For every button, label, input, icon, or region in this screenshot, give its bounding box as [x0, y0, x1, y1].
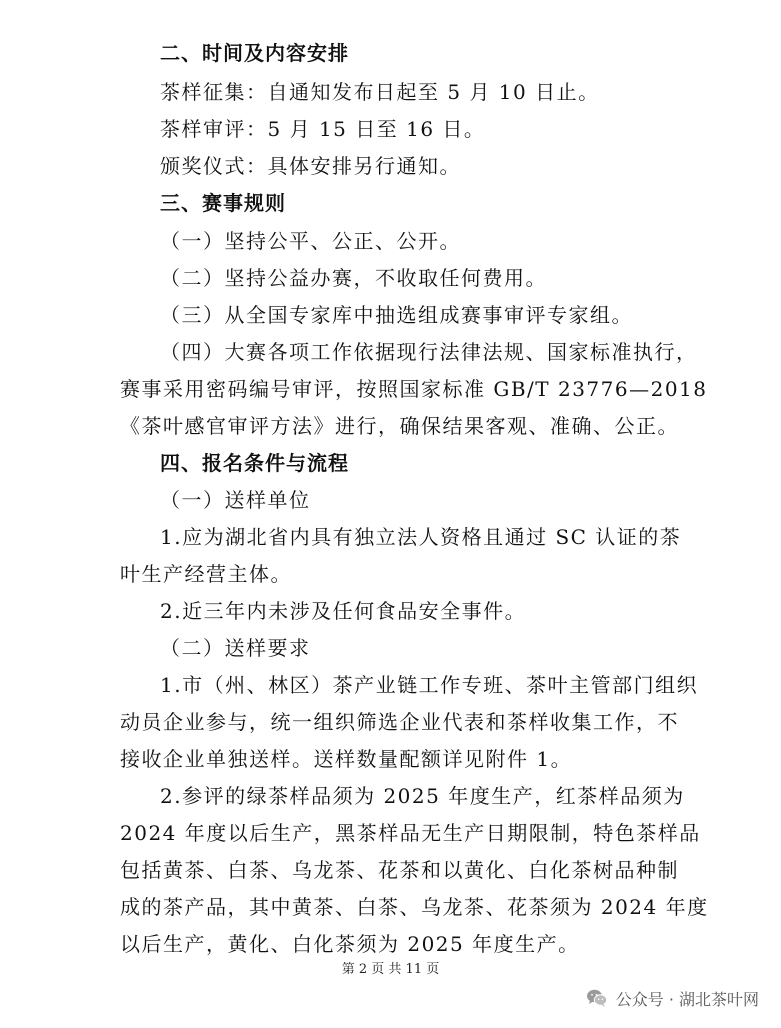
subheading-line: （一）送样单位 [160, 488, 311, 512]
paragraph-line: 赛事采用密码编号审评，按照国家标准 GB/T 23776—2018 [120, 377, 708, 401]
paragraph-line: （二）坚持公益办赛，不收取任何费用。 [160, 266, 547, 290]
paragraph-line: 接收企业单独送样。送样数量配额详见附件 1。 [120, 747, 573, 771]
watermark-text: 公众号 · 湖北茶叶网 [615, 989, 759, 1009]
paragraph-line: 《茶叶感官审评方法》进行，确保结果客观、准确、公正。 [120, 414, 679, 438]
paragraph-line: 茶样审评：5 月 15 日至 16 日。 [160, 117, 486, 141]
paragraph-line: 2.参评的绿茶样品须为 2025 年度生产，红茶样品须为 [160, 784, 685, 808]
paragraph-line: 成的茶产品，其中黄茶、白茶、乌龙茶、花茶须为 2024 年度 [120, 895, 709, 919]
paragraph-line: （一）坚持公平、公正、公开。 [160, 229, 461, 253]
paragraph-line: 叶生产经营主体。 [120, 562, 292, 586]
subheading-line: （二）送样要求 [160, 636, 311, 660]
paragraph-line: 2024 年度以后生产，黑茶样品无生产日期限制，特色茶样品 [120, 821, 701, 845]
paragraph-line: 以后生产，黄化、白化茶须为 2025 年度生产。 [120, 932, 580, 956]
section-heading-registration: 四、报名条件与流程 [160, 451, 349, 475]
wechat-icon [586, 988, 608, 1008]
paragraph-line: 颁奖仪式：具体安排另行通知。 [160, 154, 461, 178]
paragraph-line: （四）大赛各项工作依据现行法律法规、国家标准执行， [160, 340, 698, 364]
paragraph-line: 动员企业参与，统一组织筛选企业代表和茶样收集工作，不 [120, 710, 679, 734]
paragraph-line: 1.应为湖北省内具有独立法人资格且通过 SC 认证的茶 [160, 525, 682, 549]
paragraph-line: 2.近三年内未涉及任何食品安全事件。 [160, 599, 527, 623]
paragraph-line: 包括黄茶、白茶、乌龙茶、花茶和以黄化、白化茶树品种制 [120, 858, 679, 882]
section-heading-rules: 三、赛事规则 [160, 191, 286, 215]
section-heading-schedule: 二、时间及内容安排 [160, 41, 349, 65]
page-number: 第 2 页 共 11 页 [341, 962, 440, 977]
paragraph-line: 1.市（州、林区）茶产业链工作专班、茶叶主管部门组织 [160, 673, 699, 697]
paragraph-line: （三）从全国专家库中抽选组成赛事审评专家组。 [160, 303, 633, 327]
paragraph-line: 茶样征集：自通知发布日起至 5 月 10 日止。 [160, 80, 600, 104]
watermark [586, 984, 759, 1012]
